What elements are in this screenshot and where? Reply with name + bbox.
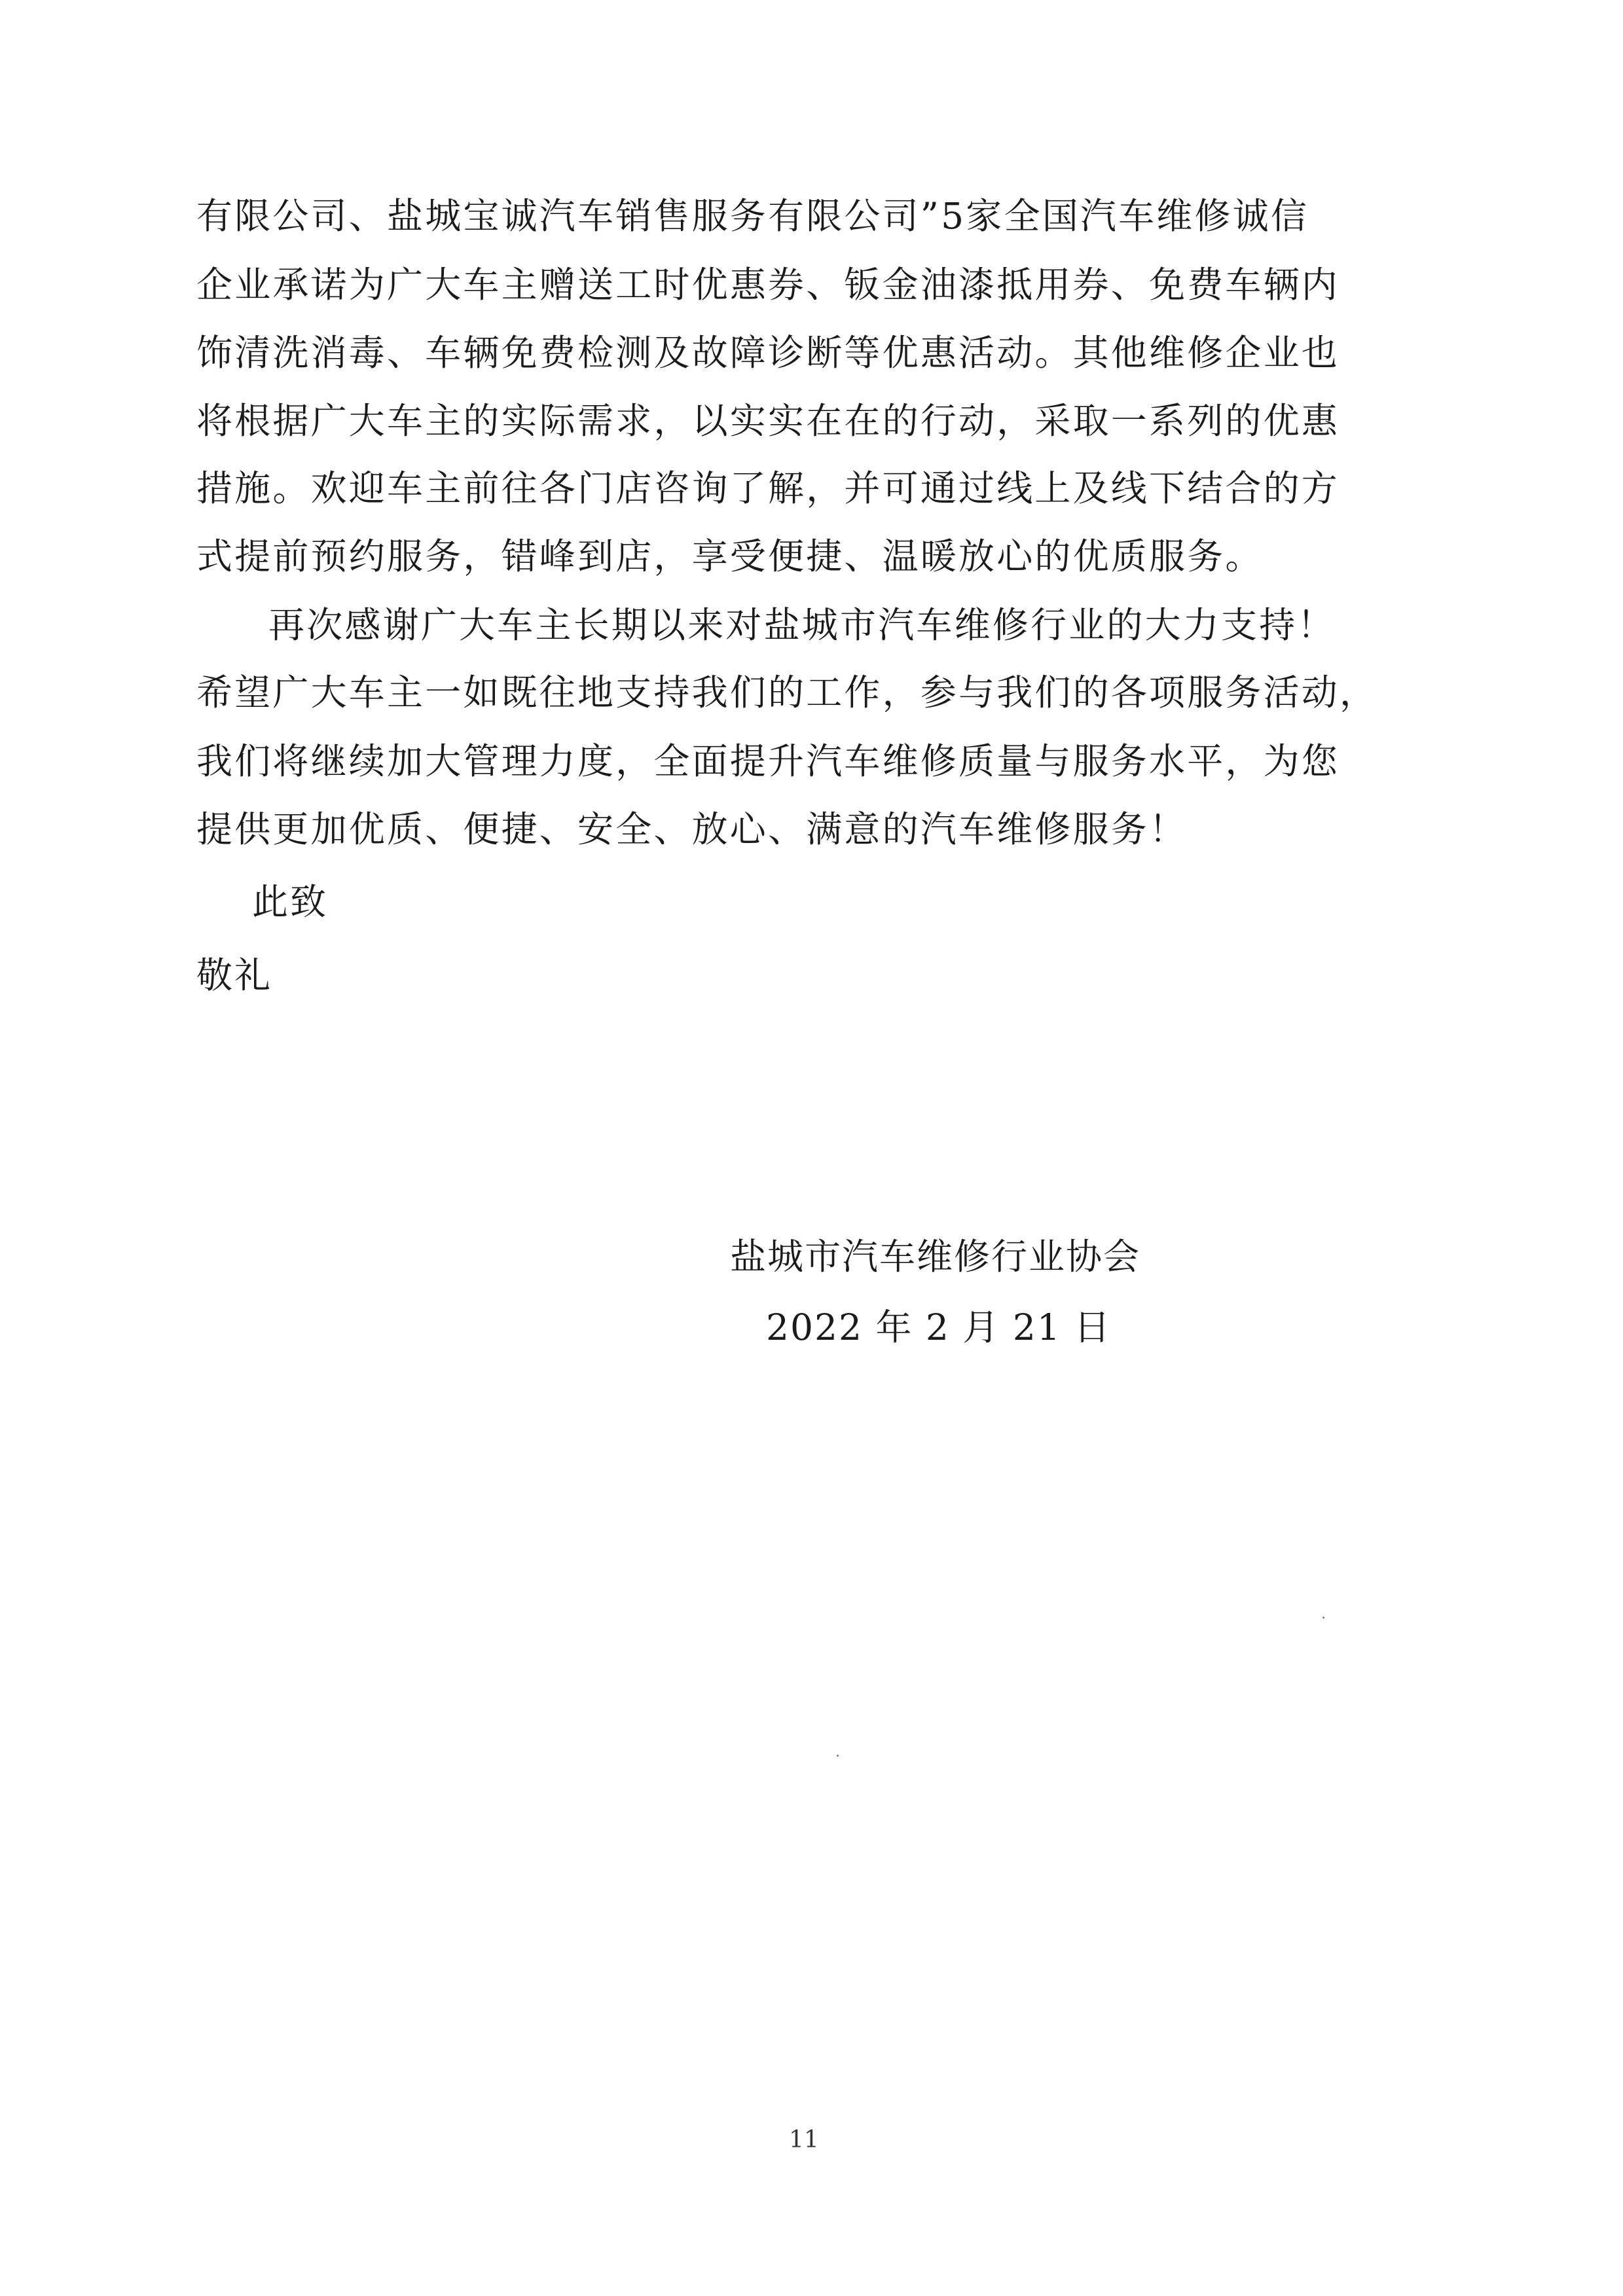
signature-organization: 盐城市汽车维修行业协会 [730,1236,1141,1278]
body-line-6: 式提前预约服务，错峰到店，享受便捷、温暖放心的优质服务。 [196,535,1264,577]
body-line-7: 再次感谢广大车主长期以来对盐城市汽车维修行业的大力支持！ [268,604,1336,646]
closing-salutation-2: 敬礼 [196,954,273,996]
body-line-1: 有限公司、盐城宝诚汽车销售服务有限公司”5家全国汽车维修诚信 [196,195,1309,237]
body-line-8: 希望广大车主一如既往地支持我们的工作，参与我们的各项服务活动， [196,672,1378,713]
body-line-9: 我们将继续加大管理力度，全面提升汽车维修质量与服务水平，为您 [196,740,1340,782]
scan-speck [1322,1617,1324,1619]
body-line-4: 将根据广大车主的实际需求，以实实在在的行动，采取一系列的优惠 [196,400,1340,442]
body-line-2: 企业承诺为广大车主赠送工时优惠券、钣金油漆抵用券、免费车辆内 [196,264,1340,306]
body-line-5: 措施。欢迎车主前往各门店咨询了解，并可通过线上及线下结合的方 [196,467,1340,509]
body-line-10: 提供更加优质、便捷、安全、放心、满意的汽车维修服务！ [196,808,1188,850]
signature-date: 2022 年 2 月 21 日 [766,1306,1112,1348]
closing-salutation-1: 此致 [252,881,329,923]
scan-speck [837,1755,839,1757]
body-line-3: 饰清洗消毒、车辆免费检测及故障诊断等优惠活动。其他维修企业也 [196,332,1340,374]
page-number: 11 [789,2126,819,2153]
